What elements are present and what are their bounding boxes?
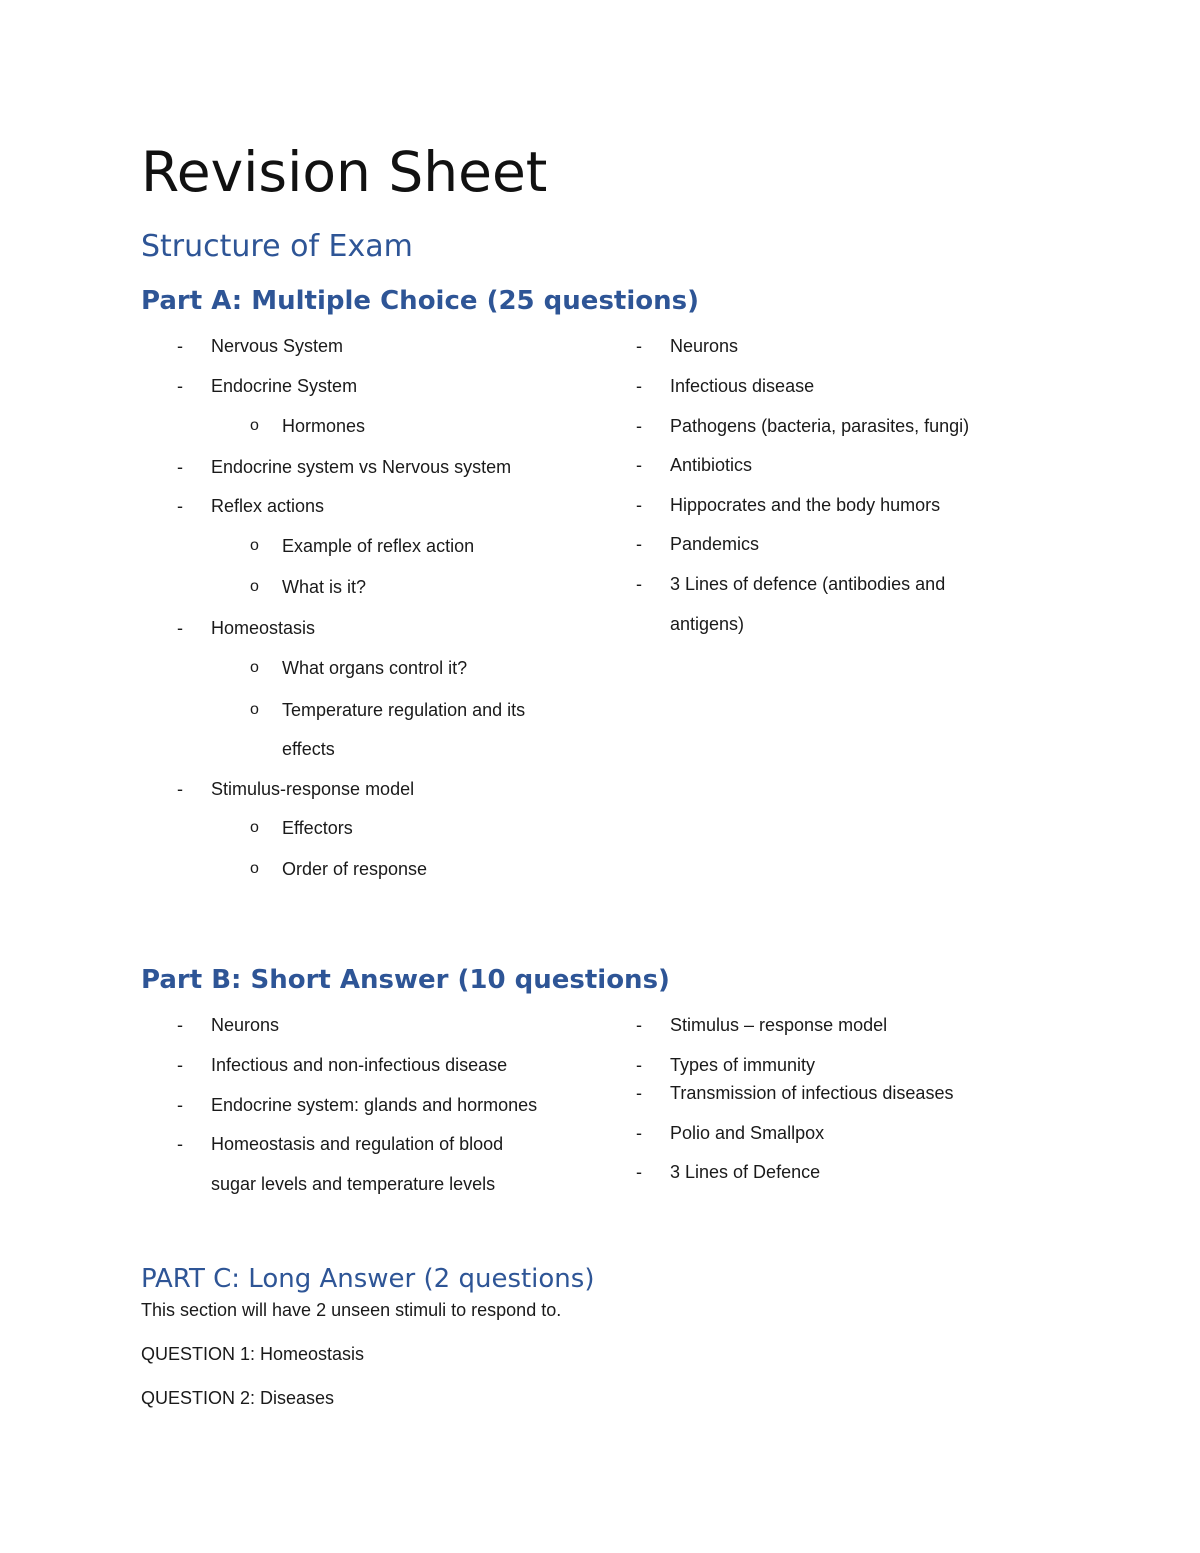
list-item: Stimulus – response model xyxy=(670,1015,888,1035)
dash-bullet: - xyxy=(177,1095,183,1115)
sub-list-item: Temperature regulation and its xyxy=(282,700,526,720)
list-item-continuation: sugar levels and temperature levels xyxy=(211,1174,496,1194)
dash-bullet: - xyxy=(177,496,183,516)
circle-bullet: o xyxy=(250,819,259,836)
dash-bullet: - xyxy=(177,1134,183,1154)
list-item: Endocrine system: glands and hormones xyxy=(211,1095,538,1115)
list-item: Polio and Smallpox xyxy=(670,1123,825,1143)
list-item: Stimulus-response model xyxy=(211,779,415,799)
dash-bullet: - xyxy=(636,376,642,396)
list-item: Endocrine system vs Nervous system xyxy=(211,457,512,477)
dash-bullet: - xyxy=(636,1055,642,1075)
dash-bullet: - xyxy=(177,618,183,638)
circle-bullet: o xyxy=(250,578,259,595)
list-item: Infectious and non-infectious disease xyxy=(211,1055,508,1075)
sub-list-item-continuation: effects xyxy=(282,739,335,759)
list-item: Pathogens (bacteria, parasites, fungi) xyxy=(670,416,970,436)
list-item: Pandemics xyxy=(670,534,760,554)
dash-bullet: - xyxy=(177,779,183,799)
sub-list-item: What is it? xyxy=(282,577,367,597)
sub-list-item: What organs control it? xyxy=(282,658,468,678)
dash-bullet: - xyxy=(636,1162,642,1182)
dash-bullet: - xyxy=(177,376,183,396)
dash-bullet: - xyxy=(177,1055,183,1075)
sub-list-item: Order of response xyxy=(282,859,428,879)
section-subtitle: Structure of Exam xyxy=(141,229,413,264)
sub-list-item: Example of reflex action xyxy=(282,536,475,556)
list-item: Infectious disease xyxy=(670,376,815,396)
list-item: Neurons xyxy=(211,1015,280,1035)
dash-bullet: - xyxy=(636,416,642,436)
question-2: QUESTION 2: Diseases xyxy=(141,1388,335,1408)
list-item: Hippocrates and the body humors xyxy=(670,495,941,515)
dash-bullet: - xyxy=(636,455,642,475)
dash-bullet: - xyxy=(177,457,183,477)
list-item-continuation: antigens) xyxy=(670,614,745,634)
dash-bullet: - xyxy=(636,336,642,356)
circle-bullet: o xyxy=(250,537,259,554)
dash-bullet: - xyxy=(636,1083,642,1103)
circle-bullet: o xyxy=(250,659,259,676)
dash-bullet: - xyxy=(636,1015,642,1035)
list-item: Neurons xyxy=(670,336,739,356)
part-c-intro: This section will have 2 unseen stimuli to respond to. xyxy=(141,1300,562,1320)
list-item: Nervous System xyxy=(211,336,344,356)
list-item: Transmission of infectious diseases xyxy=(670,1083,954,1103)
dash-bullet: - xyxy=(177,336,183,356)
circle-bullet: o xyxy=(250,417,259,434)
list-item: Endocrine System xyxy=(211,376,358,396)
list-item: 3 Lines of Defence xyxy=(670,1162,821,1182)
list-item: Types of immunity xyxy=(670,1055,816,1075)
circle-bullet: o xyxy=(250,860,259,877)
sub-list-item: Effectors xyxy=(282,818,353,838)
question-1: QUESTION 1: Homeostasis xyxy=(141,1344,365,1364)
document-title: Revision Sheet xyxy=(141,140,548,204)
circle-bullet: o xyxy=(250,701,259,718)
part-c-heading: PART C: Long Answer (2 questions) xyxy=(141,1264,595,1294)
list-item: Homeostasis and regulation of blood xyxy=(211,1134,504,1154)
list-item: Antibiotics xyxy=(670,455,753,475)
list-item: 3 Lines of defence (antibodies and xyxy=(670,574,946,594)
part-a-heading: Part A: Multiple Choice (25 questions) xyxy=(141,286,699,316)
sub-list-item: Hormones xyxy=(282,416,366,436)
list-item: Homeostasis xyxy=(211,618,316,638)
dash-bullet: - xyxy=(636,495,642,515)
dash-bullet: - xyxy=(636,574,642,594)
dash-bullet: - xyxy=(177,1015,183,1035)
dash-bullet: - xyxy=(636,534,642,554)
part-b-heading: Part B: Short Answer (10 questions) xyxy=(141,965,670,995)
list-item: Reflex actions xyxy=(211,496,325,516)
dash-bullet: - xyxy=(636,1123,642,1143)
